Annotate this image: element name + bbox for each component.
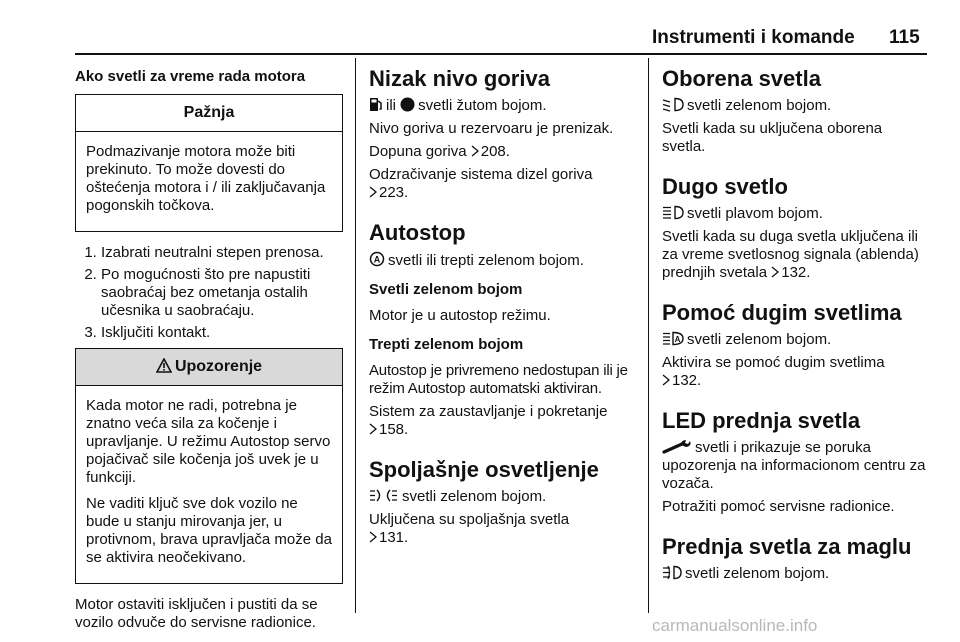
front-fog-icon bbox=[662, 565, 682, 580]
warning-text: Ne vaditi ključ sve dok vozilo ne bude u stanju mirovanja jer, u protivnom, brava upravljača može da se aktivira neočekivano. bbox=[86, 495, 332, 566]
notice-title: Pažnja bbox=[76, 95, 342, 132]
section-title: Nizak nivo goriva bbox=[369, 66, 550, 91]
sub-heading: Svetli zelenom bojom bbox=[369, 281, 523, 298]
body-text: Odzračivanje sistema dizel goriva bbox=[369, 166, 593, 183]
section-title: Prednja svetla za maglu bbox=[662, 534, 912, 559]
body-text bbox=[662, 372, 927, 390]
body-text: Nivo goriva u rezervoaru je prenizak. bbox=[369, 120, 614, 137]
section-title: Pomoć dugim svetlima bbox=[662, 300, 902, 325]
header-title: Instrumenti i komande bbox=[652, 27, 855, 48]
page-reference[interactable]: 131. bbox=[379, 529, 409, 546]
indicator-line: svetli zelenom bojom. bbox=[662, 97, 927, 115]
high-beam-assist-icon bbox=[662, 331, 684, 346]
reference-arrow-icon bbox=[771, 266, 779, 278]
autostop-icon bbox=[369, 251, 385, 267]
watermark: carmanualsonline.info bbox=[652, 616, 818, 635]
indicator-line: A svetli zelenom bojom. bbox=[662, 331, 927, 349]
reference-arrow-icon bbox=[471, 145, 479, 157]
reference-arrow-icon bbox=[369, 423, 377, 435]
indicator-line: A svetli ili trepti zelenom bojom. bbox=[369, 251, 635, 270]
section-heading: Ako svetli za vreme rada motora bbox=[75, 68, 306, 85]
warning-title: Upozorenje bbox=[174, 358, 263, 375]
sub-heading: Trepti zelenom bojom bbox=[369, 336, 524, 353]
indicator-line: svetli zelenom bojom. bbox=[662, 565, 927, 583]
body-text bbox=[369, 421, 635, 439]
page-reference[interactable]: 223. bbox=[379, 184, 409, 201]
section-title: Autostop bbox=[369, 220, 466, 245]
body-text: Potražiti pomoć servisne radionice. bbox=[662, 498, 895, 515]
indicator-line: svetli i prikazuje se poruka upozorenja na informacionom centru za vozača. bbox=[662, 439, 926, 492]
list-item: 3. Isključiti kontakt. bbox=[101, 324, 343, 342]
body-text: Uključena su spoljašnja svetla bbox=[369, 511, 570, 528]
indicator-line: ili svetli žutom bojom. bbox=[369, 97, 635, 115]
svg-text:A: A bbox=[373, 254, 381, 265]
filled-circle-icon bbox=[400, 97, 415, 112]
column-1 bbox=[75, 58, 343, 632]
body-text: Autostop je privremeno nedostupan ili je režim Autostop automatski aktiviran. bbox=[369, 362, 628, 397]
body-text: Sistem za zaustavljanje i pokretanje bbox=[369, 403, 608, 420]
list-item: 1. Izabrati neutralni stepen prenosa. bbox=[101, 244, 343, 262]
notice-text: Podmazivanje motora može biti prekinuto. To može dovesti do oštećenja motora i / ili zaključavanja pogonskih točkova. bbox=[86, 143, 326, 214]
closing-text: Motor ostaviti isključen i pustiti da se vozilo odvuče do servisne radionice. bbox=[75, 596, 318, 631]
body-text: Svetli kada su duga svetla uključena ili za vreme svetlosnog signala (ablenda) prednjih svetala 132. bbox=[662, 228, 919, 281]
warning-box bbox=[75, 348, 343, 584]
page-reference[interactable]: 132. bbox=[672, 372, 702, 389]
page-number: 115 bbox=[889, 27, 920, 48]
column-2 bbox=[369, 58, 635, 547]
body-text bbox=[369, 529, 635, 547]
fuel-pump-icon bbox=[369, 97, 383, 112]
low-beam-icon bbox=[662, 97, 684, 112]
reference-arrow-icon bbox=[369, 531, 377, 543]
high-beam-icon bbox=[662, 205, 684, 220]
svg-text:A: A bbox=[674, 335, 681, 344]
warning-text: Kada motor ne radi, potrebna je znatno veća sila za kočenje i upravljanje. U režimu Autostop servo pojačivač sile kočenja još uvek je u funkciji. bbox=[86, 397, 331, 486]
notice-box bbox=[75, 94, 343, 232]
indicator-line: svetli plavom bojom. bbox=[662, 205, 927, 223]
warning-triangle-icon bbox=[156, 358, 172, 373]
steps-list bbox=[75, 244, 343, 342]
column-divider bbox=[648, 58, 649, 613]
page-reference[interactable]: 208. bbox=[480, 143, 510, 160]
body-text bbox=[369, 184, 635, 202]
body-text: Dopuna goriva 208. bbox=[369, 143, 510, 160]
section-title: Dugo svetlo bbox=[662, 174, 788, 199]
exterior-light-icon bbox=[369, 488, 399, 503]
section-title: Spoljašnje osvetljenje bbox=[369, 457, 599, 482]
warning-header bbox=[76, 349, 342, 386]
reference-arrow-icon bbox=[662, 374, 670, 386]
page-reference[interactable]: 132. bbox=[781, 264, 811, 281]
body-text: Motor je u autostop režimu. bbox=[369, 307, 551, 324]
section-title: LED prednja svetla bbox=[662, 408, 861, 433]
indicator-line: svetli zelenom bojom. bbox=[369, 488, 635, 506]
body-text: Aktivira se pomoć dugim svetlima bbox=[662, 354, 885, 371]
body-text: Svetli kada su uključena oborena svetla. bbox=[662, 120, 883, 155]
reference-arrow-icon bbox=[369, 186, 377, 198]
column-3 bbox=[662, 58, 927, 583]
page-reference[interactable]: 158. bbox=[379, 421, 409, 438]
header-rule bbox=[75, 53, 927, 55]
list-item: 2. Po mogućnosti što pre napustiti saobraćaj bez ometanja ostalih učesnika u saobraćaju. bbox=[101, 266, 343, 320]
column-divider bbox=[355, 58, 356, 613]
led-wrench-icon bbox=[662, 439, 692, 454]
section-title: Oborena svetla bbox=[662, 66, 821, 91]
